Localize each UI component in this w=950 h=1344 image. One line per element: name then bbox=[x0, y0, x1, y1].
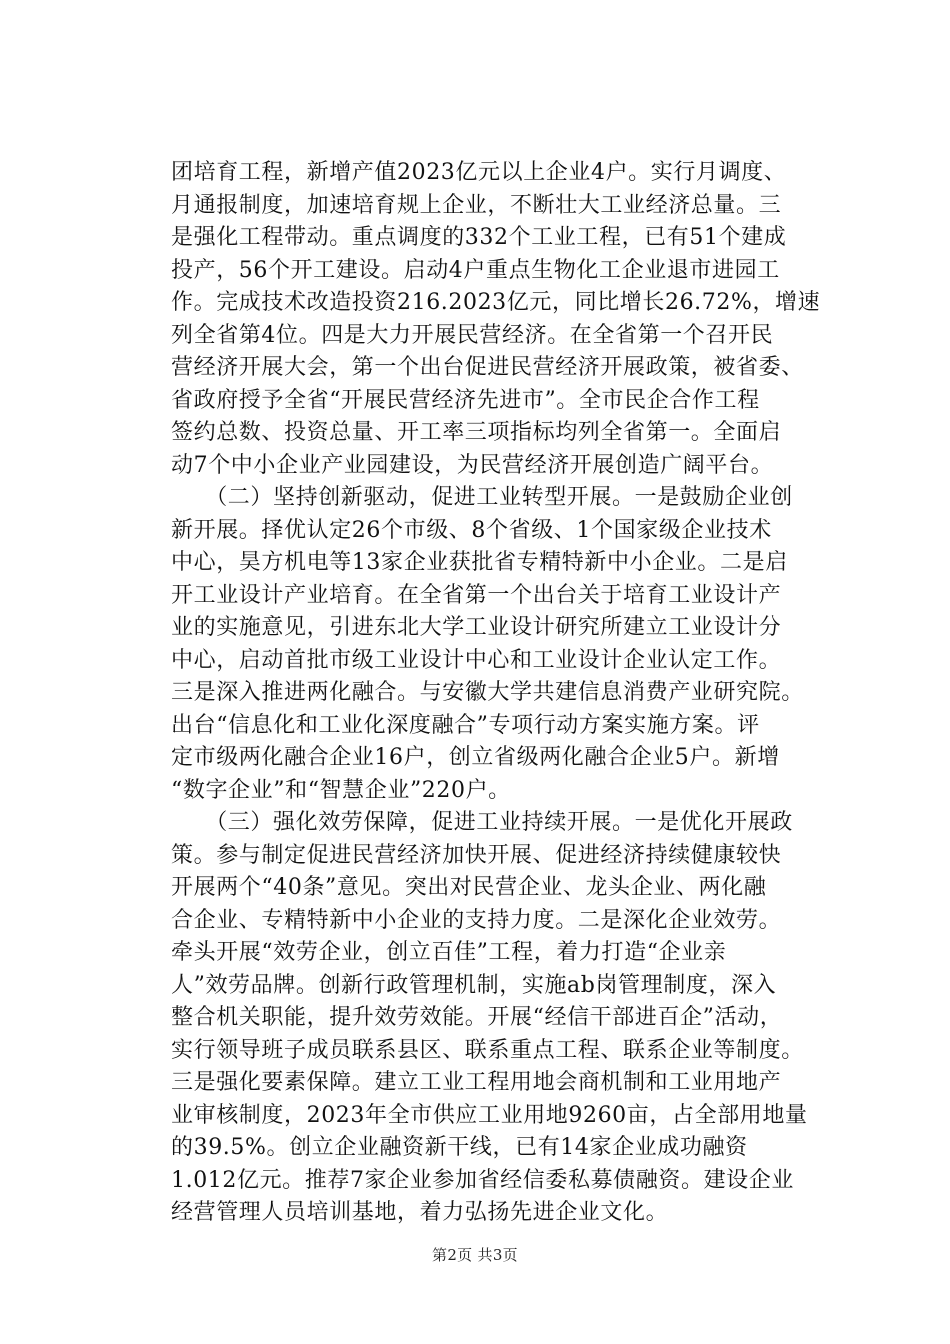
paragraph-2-start: （二）坚持创新驱动，促进工业转型开展。一是鼓励企业创 bbox=[171, 485, 793, 510]
text-line: 业的实施意见，引进东北大学工业设计研究所建立工业设计分 bbox=[171, 615, 782, 640]
text-line: “数字企业”和“智慧企业”220户。 bbox=[171, 777, 511, 803]
text-line: 是强化工程带动。重点调度的332个工业工程，已有51个建成 bbox=[171, 225, 787, 250]
page-footer: 第2页 共3页 bbox=[432, 1246, 518, 1264]
text-line: 牵头开展“效劳企业，创立百佳”工程，着力打造“企业亲 bbox=[171, 940, 727, 965]
text-line: 列全省第4位。四是大力开展民营经济。在全省第一个召开民 bbox=[171, 322, 774, 348]
text-line: 定市级两化融合企业16户，创立省级两化融合企业5户。新增 bbox=[171, 745, 780, 770]
paragraph-3-start: （三）强化效劳保障，促进工业持续开展。一是优化开展政 bbox=[171, 810, 793, 835]
text-line: 合企业、专精特新中小企业的支持力度。二是深化企业效劳。 bbox=[171, 907, 782, 933]
text-line: 签约总数、投资总量、开工率三项指标均列全省第一。全面启 bbox=[171, 420, 782, 445]
text-line: 开展两个“40条”意见。突出对民营企业、龙头企业、两化融 bbox=[171, 875, 767, 900]
text-line: 策。参与制定促进民营经济加快开展、促进经济持续健康较快 bbox=[171, 842, 782, 868]
text-line: 人”效劳品牌。创新行政管理机制，实施ab岗管理制度，深入 bbox=[171, 972, 777, 998]
text-line: 省政府授予全省“开展民营经济先进市”。全市民企合作工程 bbox=[171, 387, 760, 413]
document-body bbox=[171, 157, 861, 1230]
text-line: 投产，56个开工建设。启动4户重点生物化工企业退市进园工 bbox=[171, 257, 780, 283]
text-line: 月通报制度，加速培育规上企业，不断壮大工业经济总量。三 bbox=[171, 192, 782, 218]
text-line: 出台“信息化和工业化深度融合”专项行动方案实施方案。评 bbox=[171, 712, 760, 738]
text-line: 的39.5%。创立企业融资新干线，已有14家企业成功融资 bbox=[171, 1135, 748, 1160]
text-line: 整合机关职能，提升效劳效能。开展“经信干部进百企”活动， bbox=[171, 1005, 783, 1030]
text-line: 开工业设计产业培育。在全省第一个出台关于培育工业设计产 bbox=[171, 582, 782, 608]
text-line: 三是强化要素保障。建立工业工程用地会商机制和工业用地产 bbox=[171, 1070, 782, 1095]
text-line: 实行领导班子成员联系县区、联系重点工程、联系企业等制度。 bbox=[171, 1037, 804, 1063]
text-line: 经营管理人员培训基地，着力弘扬先进企业文化。 bbox=[171, 1200, 669, 1225]
text-line: 1.012亿元。推荐7家企业参加省经信委私募债融资。建设企业 bbox=[171, 1167, 794, 1193]
text-line: 新开展。择优认定26个市级、8个省级、1个国家级企业技术 bbox=[171, 517, 772, 543]
text-line: 作。完成技术改造投资216.2023亿元，同比增长26.72%，增速 bbox=[171, 290, 821, 315]
text-line: 中心，昊方机电等13家企业获批省专精特新中小企业。二是启 bbox=[171, 550, 788, 575]
text-line: 团培育工程，新增产值2023亿元以上企业4户。实行月调度、 bbox=[171, 160, 787, 185]
text-line: 动7个中小企业产业园建设，为民营经济开展创造广阔平台。 bbox=[171, 452, 774, 478]
text-line: 三是深入推进两化融合。与安徽大学共建信息消费产业研究院。 bbox=[171, 680, 804, 705]
text-line: 营经济开展大会，第一个出台促进民营经济开展政策，被省委、 bbox=[171, 355, 804, 380]
text-line: 中心，启动首批市级工业设计中心和工业设计企业认定工作。 bbox=[171, 647, 782, 673]
text-line: 业审核制度，2023年全市供应工业用地9260亩，占全部用地量 bbox=[171, 1102, 808, 1128]
